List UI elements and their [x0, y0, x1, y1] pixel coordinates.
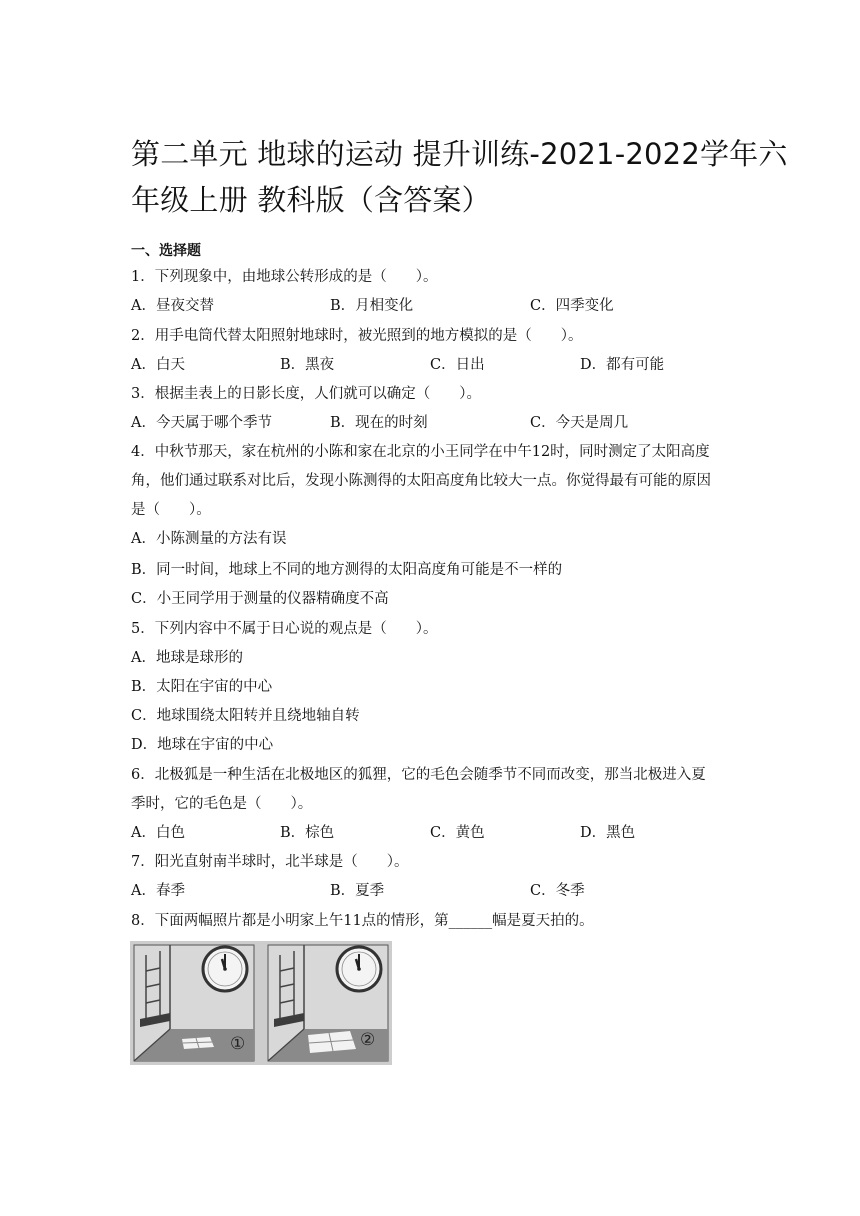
question-6-option-d: D．黑色 [580, 825, 636, 841]
question-1-stem: 1．下列现象中，由地球公转形成的是（ ）。 [131, 269, 438, 285]
question-4-option-a: A．小陈测量的方法有误 [131, 531, 287, 547]
question-7-option-b: B．夏季 [330, 883, 385, 899]
question-3-option-b: B．现在的时刻 [330, 415, 428, 431]
panel-label-2: ② [360, 1030, 376, 1050]
question-2-option-c: C．日出 [430, 357, 485, 373]
question-2-option-b: B．黑夜 [280, 357, 335, 373]
question-6-option-b: B．棕色 [280, 825, 335, 841]
question-3-option-a: A．今天属于哪个季节 [131, 415, 272, 431]
question-1-option-a: A．昼夜交替 [131, 298, 214, 314]
question-4-option-c: C．小王同学用于测量的仪器精确度不高 [131, 591, 389, 607]
question-2-option-d: D．都有可能 [580, 357, 665, 373]
question-8-figure [130, 941, 392, 1065]
question-2-option-a: A．白天 [131, 357, 185, 373]
question-5-option-b: B．太阳在宇宙的中心 [131, 679, 273, 695]
question-4-stem-line-1: 4．中秋节那天，家在杭州的小陈和家在北京的小王同学在中午12时，同时测定了太阳高度 [131, 444, 710, 460]
question-6-stem-line-2: 季时，它的毛色是（ ）。 [131, 796, 313, 812]
question-3-stem: 3．根据圭表上的日影长度，人们就可以确定（ ）。 [131, 386, 481, 402]
room-panel-1 [134, 945, 254, 1061]
title-line-2: 年级上册 教科版（含答案） [131, 183, 491, 217]
question-4-option-b: B．同一时间，地球上不同的地方测得的太阳高度角可能是不一样的 [131, 562, 563, 578]
question-6-option-c: C．黄色 [430, 825, 485, 841]
question-1-option-c: C．四季变化 [530, 298, 614, 314]
question-5-stem: 5．下列内容中不属于日心说的观点是（ ）。 [131, 621, 438, 637]
title-line-1: 第二单元 地球的运动 提升训练-2021-2022学年六 [131, 137, 788, 171]
clock-icon [337, 947, 381, 991]
question-4-stem-line-3: 是（ ）。 [131, 502, 211, 518]
section-heading: 一、选择题 [131, 243, 201, 259]
question-5-option-d: D．地球在宇宙的中心 [131, 737, 274, 753]
room-panel-2 [268, 945, 388, 1061]
question-5-option-c: C．地球围绕太阳转并且绕地轴自转 [131, 708, 360, 724]
question-7-stem: 7．阳光直射南半球时，北半球是（ ）。 [131, 854, 409, 870]
question-5-option-a: A．地球是球形的 [131, 650, 243, 666]
page-title [131, 131, 788, 223]
sunlight-patch [182, 1037, 214, 1049]
panel-label-1: ① [230, 1034, 246, 1054]
question-8-stem: 8．下面两幅照片都是小明家上午11点的情形，第______幅是夏天拍的。 [131, 913, 594, 929]
question-7-option-a: A．春季 [131, 883, 185, 899]
question-7-option-c: C．冬季 [530, 883, 585, 899]
question-6-stem-line-1: 6．北极狐是一种生活在北极地区的狐狸，它的毛色会随季节不同而改变，那当北极进入夏 [131, 767, 706, 783]
question-2-stem: 2．用手电筒代替太阳照射地球时，被光照到的地方模拟的是（ ）。 [131, 328, 583, 344]
clock-icon [203, 947, 247, 991]
question-4-stem-line-2: 角，他们通过联系对比后，发现小陈测得的太阳高度角比较大一点。你觉得最有可能的原因 [131, 473, 711, 489]
question-6-option-a: A．白色 [131, 825, 185, 841]
question-3-option-c: C．今天是周几 [530, 415, 629, 431]
question-1-option-b: B．月相变化 [330, 298, 414, 314]
room-clock-illustration [130, 941, 392, 1065]
